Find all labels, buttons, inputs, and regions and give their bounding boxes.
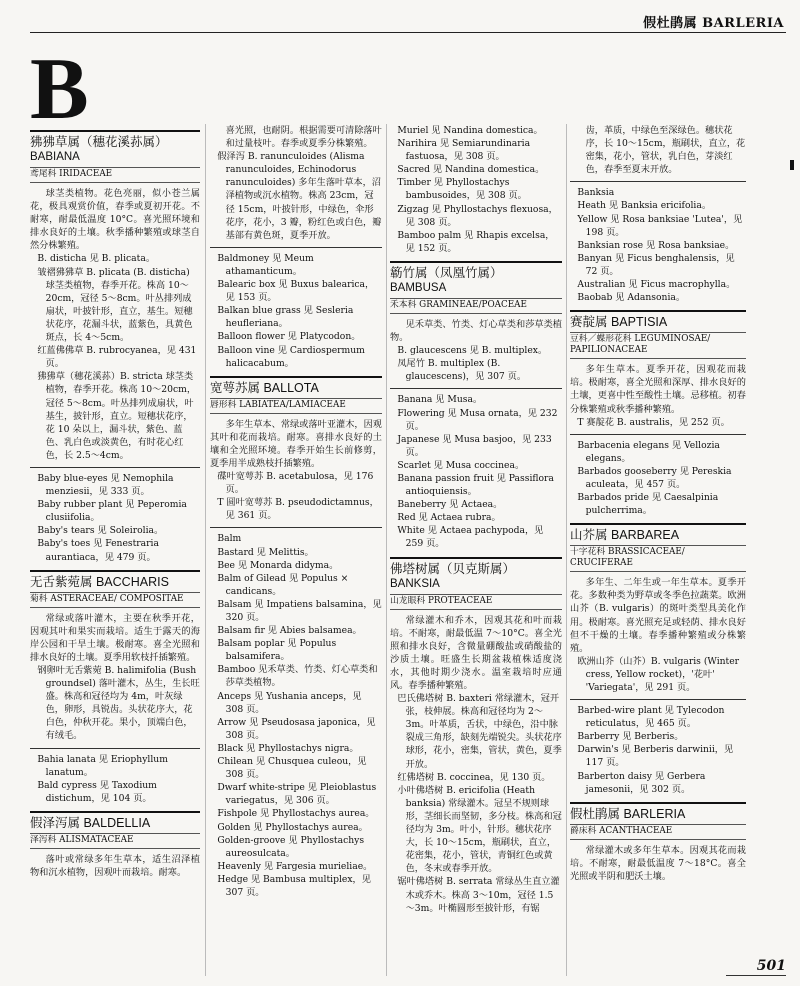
entry: 狒狒草（穗花溪荪）B. stricta 球茎类植物，春季开花。株高 10～20cm，冠径 5～8cm。叶丛排列成扇状，叶基生，披针形，直立。短穗状花序，花 10 朵以上，漏斗状，紫色、蓝色、乳白色或淡黄色，有时花心红色，长 2.5～4cm。 [37, 371, 197, 461]
genus-name: 山芥属 BARBAREA [570, 528, 680, 543]
section-separator [570, 181, 746, 182]
family-name: 菊科 ASTERACEAE/ COMPOSITAE [30, 592, 200, 608]
column-2 [210, 124, 382, 899]
entry: Scarlet 见 Musa coccinea。 [397, 459, 525, 471]
page-number: 501 [756, 958, 786, 974]
entry: Balsam poplar 见 Populus balsamifera。 [217, 638, 337, 663]
entry: Banksian rose 见 Rosa banksiae。 [577, 239, 735, 251]
entry: Japanese 见 Musa basjoo，见 233 页。 [397, 433, 552, 458]
entry: Sacred 见 Nandina domestica。 [397, 164, 545, 176]
entry: Banana passion fruit 见 Passiflora antioquiensis。 [397, 472, 554, 498]
entry: Dwarf white-stripe 见 Pleioblastus variegatus，见 306 页。 [217, 782, 377, 807]
entry: Baobab 见 Adansonia。 [577, 292, 686, 304]
family-name: 泽泻科 ALISMATACEAE [30, 833, 200, 849]
genus-heading [30, 570, 200, 590]
margin-mark [790, 160, 794, 170]
entry: 锯叶佛塔树 B. serrata 常绿丛生直立灌木或乔木。株高 3～10m，冠径 1.5～3m。叶椭圆形至披针形，有锯 [397, 876, 560, 914]
entry: Bamboo 见禾草类、竹类、灯心草类和莎草类植物。 [217, 664, 378, 689]
entry: Bald cypress 见 Taxodium distichum，见 104 页。 [37, 779, 157, 804]
section-separator [30, 467, 200, 468]
entry: Balm of Gilead 见 Populus × candicans。 [217, 572, 349, 597]
entry: Anceps 见 Yushania anceps，见 308 页。 [217, 690, 362, 715]
genus-heading [30, 811, 200, 831]
entry: Zigzag 见 Phyllostachys flexuosa，见 308 页。 [397, 203, 558, 228]
entry: 钢卵叶无舌紫菀 B. halimifolia (Bush groundsel) 落叶灌木，丛生，生长旺盛。株高和冠径均为 4m，叶灰绿色，卵形，具锐齿。头状花序大，花白色，仲秋开花。果小，顶端白色，有绒毛。 [37, 665, 200, 742]
column-divider [566, 124, 567, 976]
genus-name: 无舌紫菀属 BACCHARIS [30, 574, 169, 589]
genus-name: 赛靛属 BAPTISIA [570, 315, 668, 330]
column-1 [30, 124, 200, 879]
entry: 欧洲山芥（山芥）B. vulgaris (Winter cress, Yellow rocket)，'花叶' 'Variegata'，见 291 页。 [577, 655, 740, 693]
entry: Muriel 见 Nandina domestica。 [397, 125, 543, 136]
entry: Narihira 见 Semiarundinaria fastuosa，见 308 页。 [397, 138, 531, 163]
entry: Baneberry 见 Actaea。 [397, 499, 503, 511]
column-4 [570, 124, 746, 883]
entry: Balm [217, 533, 242, 545]
genus-description: 多年生草本、常绿或落叶亚灌木，因观其叶和花而栽培。耐寒。喜排水良好的土壤和全光照环境。春季开始生长前修剪，夏季用半成熟枝扦插繁殖。 [210, 418, 382, 469]
entry: Balsam 见 Impatiens balsamina，见 320 页。 [217, 598, 382, 623]
entry: Flowering 见 Musa ornata，见 232 页。 [397, 407, 558, 432]
entry: Golden-groove 见 Phyllostachys aureosulcata。 [217, 834, 365, 859]
entry: Heath 见 Banksia ericifolia。 [577, 200, 712, 212]
genus-name: 簕竹属（凤凰竹属） [390, 265, 503, 280]
entry: Baby's tears 见 Soleirolia。 [37, 525, 164, 537]
section-letter: B [30, 41, 89, 138]
section-separator [570, 434, 746, 435]
entry: White 见 Actaea pachypoda，见 259 页。 [397, 525, 544, 550]
entry-continued: 齿，革质，中绿色至深绿色。穗状花序，长 10～15cm，瓶刷状，直立，花密集，花小，管状，乳白色，芽淡红色，春季至夏末开放。 [585, 125, 746, 176]
entry: Australian 见 Ficus macrophylla。 [577, 279, 736, 291]
genus-description: 见禾草类、竹类、灯心草类和莎草类植物。 [390, 318, 562, 344]
entry: Heavenly 见 Fargesia murieliae。 [217, 860, 373, 872]
entry: Barbados pride 见 Caesalpinia pulcherrima。 [577, 492, 719, 517]
genus-description: 多年生草本。夏季开花，因观花而栽培。极耐寒，喜全光照和深厚、排水良好的土壤，更喜中性至酸性土壤。忌移植。初春分株繁殖或秋季播种繁殖。 [570, 364, 746, 415]
genus-heading [390, 261, 562, 296]
section-separator [210, 527, 382, 528]
genus-heading [570, 523, 746, 543]
entry: Bee 见 Monarda didyma。 [217, 559, 339, 571]
family-name: 唇形科 LABIATEA/LAMIACEAE [210, 398, 382, 414]
genus-heading [390, 557, 562, 592]
entry: B. glaucescens 见 B. multiplex。 [397, 345, 548, 357]
entry: Barberton daisy 见 Gerbera jamesonii，见 302 页。 [577, 770, 706, 795]
entry: T 赛靛花 B. australis，见 252 页。 [577, 416, 730, 428]
entry: Balearic box 见 Buxus balearica，见 153 页。 [217, 279, 375, 304]
entry: 皱褶狒狒草 B. plicata (B. disticha) 球茎类植物，春季开花。株高 10～20cm，冠径 5～8cm。叶丛排列成扇状，叶披针形，直立，基生。短穗状花序，花漏斗状，蓝紫色，具黄色斑点，长 4～5cm。 [37, 266, 193, 344]
entry: Baby blue-eyes 见 Nemophila menziesii，见 333 页。 [37, 472, 174, 498]
genus-name: 狒狒草属（穗花溪荪属） [30, 135, 168, 149]
entry: T 圆叶宽萼苏 B. pseudodictamnus，见 361 页。 [217, 497, 379, 522]
section-separator [390, 388, 562, 389]
entry: Balkan blue grass 见 Sesleria heufleriana。 [217, 305, 354, 330]
header-rule [30, 32, 786, 33]
family-name: 山龙眼科 PROTEACEAE [390, 594, 562, 610]
genus-description: 多年生、二年生或一年生草本。夏季开花。多数种类为野草或冬季色拉蔬菜。欧洲山芥（B. vulgaris）的斑叶类型具美化作用。极耐寒。喜光照充足或轻荫、排水良好但不干燥的土壤。春季播种繁殖或分株繁殖。 [570, 577, 746, 654]
column-divider [205, 124, 206, 976]
genus-description: 常绿灌木或多年生草本。因观其花而栽培。不耐寒，耐最低温度 7～18°C。喜全光照或半阴和肥沃土壤。 [570, 844, 746, 882]
family-name: 爵床科 ACANTHACEAE [570, 824, 746, 840]
genus-latin: BANKSIA [390, 577, 440, 590]
entry: Bahia lanata 见 Eriophyllum lanatum。 [37, 753, 168, 778]
column-3 [390, 124, 562, 915]
entry: Bastard 见 Melittis。 [217, 546, 314, 558]
genus-description: 球茎类植物。花色亮丽，似小苍兰属花，极具观赏价值，春季或夏初开花。不耐寒，耐最低温度 10°C。喜光照环境和排水良好的土壤。秋季播种繁殖或球茎自然分株繁殖。 [30, 188, 200, 252]
entry: 小叶佛塔树 B. ericifolia (Heath banksia) 常绿灌木。冠呈不规则球形，茎细长而坚韧，多分枝。株高和冠径均为 3m。叶小，针形。穗状花序大，长 10～15cm，瓶刷状，直立，花密集，花小，管状，青铜红色或黄色，冬末或春季开放。 [397, 784, 562, 875]
entry: 红佛塔树 B. coccinea，见 130 页。 [397, 771, 551, 783]
genus-name: 假泽泻属 BALDELLIA [30, 815, 151, 830]
entry-continued: 喜光照，也耐阴。根据需要可清除落叶和过量枝叶。春季或夏季分株繁殖。 [225, 125, 382, 150]
entry: Chilean 见 Chusquea culeou，见 308 页。 [217, 756, 367, 781]
genus-name: 佛塔树属（贝克斯属） [390, 561, 516, 576]
genus-name: 宽萼苏属 BALLOTA [210, 380, 319, 395]
entry: Fishpole 见 Phyllostachys aurea。 [217, 808, 375, 820]
entry: Balloon vine 见 Cardiospermum halicacabum。 [217, 344, 365, 369]
entry: Baby's toes 见 Fenestraria aurantiaca，见 479 页。 [37, 538, 159, 563]
entry: 碟叶宽萼苏 B. acetabulosa，见 176 页。 [217, 471, 374, 496]
entry: Barberry 见 Berberis。 [577, 731, 684, 743]
entry: Hedge 见 Bambusa multiplex，见 307 页。 [217, 873, 371, 898]
entry: B. disticha 见 B. plicata。 [37, 253, 156, 265]
entry: Barbed-wire plant 见 Tylecodon reticulatus，见 465 页。 [577, 705, 725, 730]
entry: 假泽泻 B. ranunculoides (Alisma ranunculoides, Echinodorus ranunculoides) 多年生落叶草本，沼泽植物或沉水植物。株高 23cm，冠径 15cm，叶披针形，中绿色，伞形花序，花小，3 瓣，粉红色或白色，瓣基部有黄色斑，夏季开放。 [217, 151, 382, 241]
entry: Darwin's 见 Berberis darwinii，见 117 页。 [577, 744, 734, 769]
genus-description: 常绿灌木和乔木，因观其花和叶而栽培。不耐寒，耐最低温 7～10°C。喜全光照和排水良好，含微量硼酸盐或硝酸盐的沙质土壤。旺盛生长期盆栽植株适度浇水，其他时期少浇水。温室栽培时应通风。春季播种繁殖。 [390, 614, 562, 691]
entry: 巴氏佛塔树 B. baxteri 常绿灌木，冠开张，枝伸展。株高和冠径均为 2～3m。叶革质，舌状，中绿色，沿中脉裂成三角形，缺刻先端锐尖。头状花序球形，花小，密集，管状，黄色，夏季开放。 [397, 693, 562, 770]
genus-latin: BAMBUSA [390, 281, 447, 294]
entry: Timber 见 Phyllostachys bambusoides，见 308 页。 [397, 177, 527, 202]
section-separator [30, 748, 200, 749]
column-divider [386, 124, 387, 976]
entry: Red 见 Actaea rubra。 [397, 512, 501, 524]
footer-rule [726, 975, 786, 976]
entry: Balloon flower 见 Platycodon。 [217, 331, 361, 343]
entry: Golden 见 Phyllostachys aurea。 [217, 821, 368, 833]
section-separator [210, 247, 382, 248]
genus-heading [210, 376, 382, 396]
running-head: 假杜鹃属 BARLERIA [643, 16, 784, 31]
entry: Banksia [577, 187, 615, 199]
entry: Banyan 见 Ficus benghalensis，见 72 页。 [577, 252, 735, 277]
entry: Arrow 见 Pseudosasa japonica，见 308 页。 [217, 716, 376, 741]
genus-description: 落叶或常绿多年生草本，适生沼泽植物和沉水植物，因观叶而栽培。耐寒。 [30, 853, 200, 879]
genus-heading [570, 802, 746, 822]
entry: Baldmoney 见 Meum athamanticum。 [217, 252, 314, 277]
entry: Barbacenia elegans 见 Vellozia elegans。 [577, 439, 720, 464]
family-name: 禾本科 GRAMINEAE/POACEAE [390, 298, 562, 314]
genus-name: 假杜鹃属 BARLERIA [570, 806, 686, 821]
entry: Black 见 Phyllostachys nigra。 [217, 742, 359, 754]
entry: Baby rubber plant 见 Peperomia clusiifolia。 [37, 499, 187, 524]
entry: 凤尾竹 B. multiplex (B. glaucescens)，见 307 页。 [397, 358, 527, 383]
genus-description: 常绿或落叶灌木，主要在秋季开花，因观其叶和果实而栽培。适生于露天的海岸公园和干旱土壤。极耐寒。喜全光照和排水良好的土壤。夏季用软枝扦插繁殖。 [30, 612, 200, 663]
genus-heading [570, 310, 746, 330]
entry: Balsam fir 见 Abies balsamea。 [217, 625, 362, 637]
section-separator [570, 699, 746, 700]
entry: Bamboo palm 见 Rhapis excelsa，见 152 页。 [397, 229, 555, 254]
family-name: 鸢尾科 IRIDACEAE [30, 167, 200, 183]
genus-latin: BABIANA [30, 151, 80, 163]
entry: Barbados gooseberry 见 Pereskia aculeata，见 457 页。 [577, 465, 732, 490]
entry: 红蓝佛佛草 B. rubrocyanea，见 431 页。 [37, 345, 197, 370]
entry: Yellow 见 Rosa banksiae 'Lutea'，见 198 页。 [577, 213, 743, 238]
entry: Banana 见 Musa。 [397, 394, 483, 406]
family-name: 豆科／蝶形花科 LEGUMINOSAE/ PAPILIONACEAE [570, 332, 746, 359]
genus-heading [30, 130, 200, 165]
family-name: 十字花科 BRASSICACEAE/ CRUCIFERAE [570, 545, 746, 572]
